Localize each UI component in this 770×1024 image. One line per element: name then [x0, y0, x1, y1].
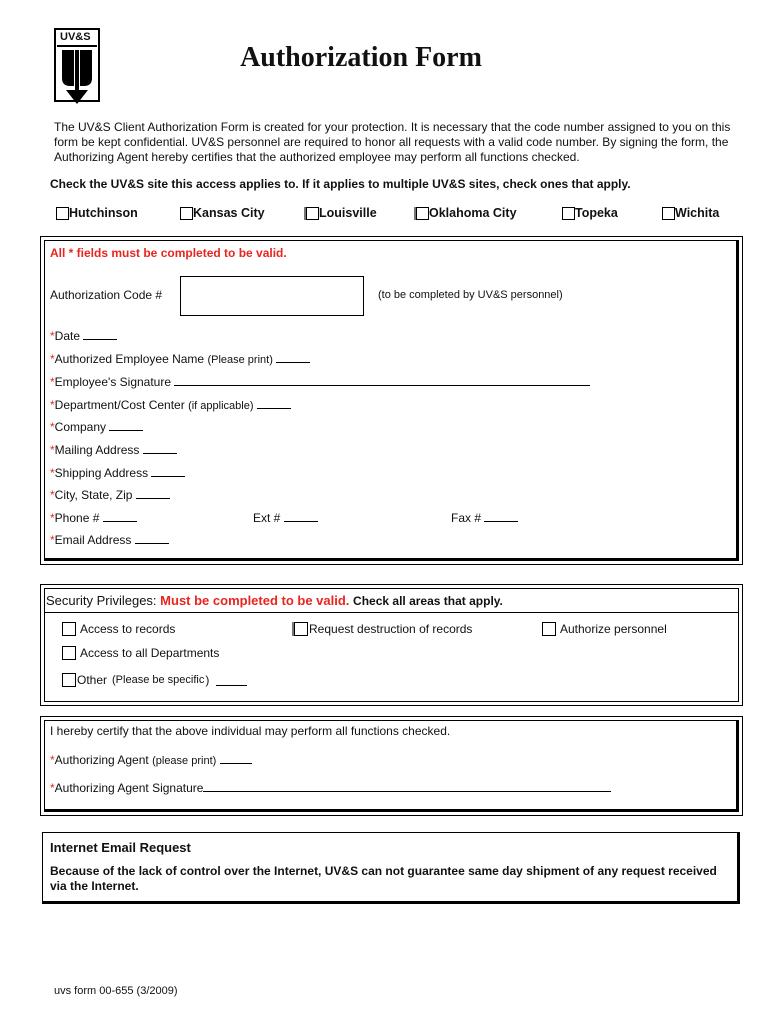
site-wichita[interactable] [662, 206, 719, 220]
agent-hint: (please print) [152, 755, 217, 767]
email-row [50, 533, 169, 547]
auth-code-input[interactable] [180, 276, 364, 316]
site-instruction: Check the UV&S site this access applies to. If it applies to multiple UV&S sites, check ones that apply. [50, 177, 631, 191]
employee-name-label: Authorized Employee Name [54, 352, 205, 366]
site-label: Louisville [319, 206, 377, 220]
required-note: All * fields must be completed to be valid. [50, 246, 287, 260]
fax-label: Fax # [451, 511, 482, 525]
date-field[interactable] [83, 329, 117, 340]
required-star: * [50, 466, 55, 480]
security-required: Must be completed to be valid. [160, 593, 350, 608]
required-star: * [50, 511, 55, 525]
intro-paragraph: The UV&S Client Authorization Form is created for your protection. It is necessary that the code number assigned to you on this form be kept confidential. UV&S personnel are required to honor all requests with a valid code number. By signing the form, the Authorizing Agent hereby certifies that the authorized employee may perform all functions checked. [54, 120, 731, 164]
fax-row [451, 511, 518, 525]
security-header [46, 593, 503, 608]
department-field[interactable] [257, 398, 291, 409]
shipping-label: Shipping Address [54, 466, 149, 480]
site-hutchinson[interactable] [56, 206, 138, 220]
agent-row [50, 753, 252, 767]
option-other-hint: (Please be specific [112, 674, 205, 686]
department-label: Department/Cost Center [54, 398, 185, 412]
email-field[interactable] [135, 533, 169, 544]
option-other[interactable] [62, 673, 247, 687]
city-label: City, State, Zip [54, 488, 133, 502]
city-field[interactable] [136, 488, 170, 499]
option-label: Access to all Departments [80, 646, 220, 660]
auth-code-label: Authorization Code # [50, 288, 163, 302]
checkbox-wichita[interactable] [662, 207, 675, 220]
other-field[interactable] [216, 675, 247, 686]
option-access-records[interactable] [62, 622, 175, 636]
department-row [50, 398, 291, 412]
site-oklahoma-city[interactable] [416, 206, 517, 220]
site-label: Wichita [675, 206, 720, 220]
checkbox-louisville[interactable] [306, 207, 319, 220]
date-label: Date [54, 329, 81, 343]
checkbox-oklahoma-city[interactable] [416, 207, 429, 220]
shipping-row [50, 466, 185, 480]
agent-signature-field[interactable] [203, 781, 611, 792]
option-label: Authorize personnel [560, 622, 667, 636]
company-row [50, 420, 143, 434]
phone-field[interactable] [103, 511, 137, 522]
agent-field[interactable] [220, 753, 252, 764]
site-kansas-city[interactable] [180, 206, 265, 220]
option-label: Access to records [80, 622, 176, 636]
email-request-body: Because of the lack of control over the Internet, UV&S can not guarantee same day shipment of any request received via the Internet. [50, 864, 717, 893]
agent-label: Authorizing Agent [54, 753, 149, 767]
mailing-label: Mailing Address [54, 443, 140, 457]
phone-row [50, 511, 137, 525]
option-all-departments[interactable] [62, 646, 219, 660]
ext-row [253, 511, 318, 525]
checkbox-destruction[interactable] [294, 622, 308, 636]
agent-signature-row [50, 781, 611, 795]
required-star: * [50, 375, 55, 389]
security-instruction: Check all areas that apply. [353, 594, 503, 608]
logo-text: UV&S [60, 31, 91, 43]
site-label: Hutchinson [69, 206, 138, 220]
ext-label: Ext # [253, 511, 281, 525]
site-topeka[interactable] [562, 206, 618, 220]
checkbox-topeka[interactable] [562, 207, 575, 220]
company-field[interactable] [109, 420, 143, 431]
auth-code-note: (to be completed by UV&S personnel) [378, 289, 563, 301]
phone-label: Phone # [54, 511, 100, 525]
shipping-field[interactable] [151, 466, 185, 477]
site-label: Topeka [575, 206, 618, 220]
required-star: * [50, 420, 55, 434]
signature-row [50, 375, 590, 389]
checkbox-access-records[interactable] [62, 622, 76, 636]
mailing-row [50, 443, 177, 457]
required-star: * [50, 398, 55, 412]
department-hint: (if applicable) [188, 400, 254, 412]
checkbox-kansas-city[interactable] [180, 207, 193, 220]
agent-signature-label: Authorizing Agent Signature [54, 781, 204, 795]
employee-name-hint: (Please print) [207, 354, 273, 366]
site-label: Kansas City [193, 206, 265, 220]
mailing-field[interactable] [143, 443, 177, 454]
required-star: * [50, 753, 55, 767]
option-authorize-personnel[interactable] [542, 622, 667, 636]
page-title: Authorization Form [240, 42, 482, 73]
checkbox-all-departments[interactable] [62, 646, 76, 660]
company-label: Company [54, 420, 107, 434]
city-row [50, 488, 170, 502]
required-star: * [50, 352, 55, 366]
checkbox-authorize-personnel[interactable] [542, 622, 556, 636]
option-label: Request destruction of records [309, 622, 473, 636]
required-star: * [50, 781, 55, 795]
option-other-close: ) [205, 673, 210, 687]
form-number: uvs form 00-655 (3/2009) [54, 985, 178, 997]
option-destruction[interactable] [294, 622, 472, 636]
site-label: Oklahoma City [429, 206, 517, 220]
certify-statement: I hereby certify that the above individual may perform all functions checked. [50, 724, 451, 738]
date-row [50, 329, 117, 343]
checkbox-hutchinson[interactable] [56, 207, 69, 220]
fax-field[interactable] [484, 511, 518, 522]
signature-field[interactable] [174, 375, 590, 386]
security-title: Security Privileges: [46, 593, 157, 608]
ext-field[interactable] [284, 511, 318, 522]
email-request-title: Internet Email Request [50, 840, 191, 855]
signature-label: Employee's Signature [54, 375, 172, 389]
required-star: * [50, 533, 55, 547]
security-divider [44, 612, 739, 613]
employee-name-row [50, 352, 310, 366]
required-star: * [50, 488, 55, 502]
site-louisville[interactable] [306, 206, 377, 220]
required-star: * [50, 329, 55, 343]
required-star: * [50, 443, 55, 457]
option-label: Other [77, 673, 108, 687]
checkbox-other[interactable] [62, 673, 76, 687]
email-label: Email Address [54, 533, 132, 547]
employee-name-field[interactable] [276, 352, 310, 363]
